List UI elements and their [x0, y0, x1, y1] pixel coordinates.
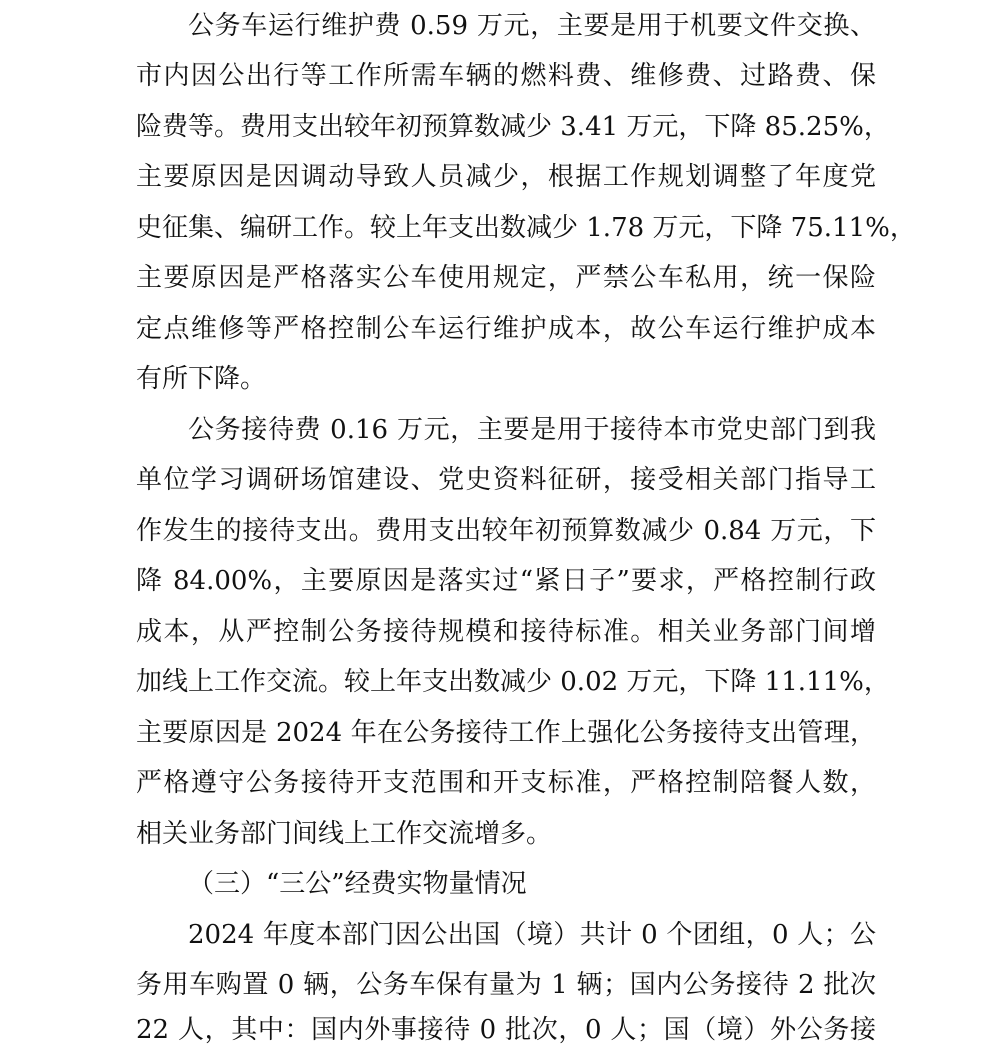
paragraph-1-line-5: 史征集、编研工作。较上年支出数减少 1.78 万元，下降 75.11%， — [136, 213, 916, 243]
paragraph-1-line-3: 险费等。费用支出较年初预算数减少 3.41 万元，下降 85.25%， — [136, 112, 890, 142]
paragraph-3-line-2: 务用车购置 0 辆，公务车保有量为 1 辆；国内公务接待 2 批次 — [136, 970, 876, 1000]
paragraph-1-line-8: 有所下降。 — [136, 364, 267, 394]
paragraph-1-line-1: 公务车运行维护费 0.59 万元，主要是用于机要文件交换、 — [188, 11, 876, 41]
paragraph-2-line-9: 相关业务部门间线上工作交流增多。 — [136, 819, 553, 849]
paragraph-1-line-4: 主要原因是因调动导致人员减少，根据工作规划调整了年度党 — [136, 162, 876, 192]
paragraph-3-line-3: 22 人，其中：国内外事接待 0 批次，0 人；国（境）外公务接 — [136, 1015, 876, 1045]
paragraph-2-line-4: 降 84.00%，主要原因是落实过“紧日子”要求，严格控制行政 — [136, 566, 876, 596]
paragraph-2-line-3: 作发生的接待支出。费用支出较年初预算数减少 0.84 万元，下 — [136, 516, 876, 546]
paragraph-3-line-1: 2024 年度本部门因公出国（境）共计 0 个团组，0 人；公 — [188, 920, 876, 950]
paragraph-2-line-5: 成本，从严控制公务接待规模和接待标准。相关业务部门间增 — [136, 617, 876, 647]
paragraph-2-line-7: 主要原因是 2024 年在公务接待工作上强化公务接待支出管理， — [136, 718, 876, 748]
paragraph-2-line-6: 加线上工作交流。较上年支出数减少 0.02 万元，下降 11.11%， — [136, 667, 890, 697]
paragraph-2-line-2: 单位学习调研场馆建设、党史资料征研，接受相关部门指导工 — [136, 465, 876, 495]
paragraph-1-line-2: 市内因公出行等工作所需车辆的燃料费、维修费、过路费、保 — [136, 61, 876, 91]
section-heading: （三）“三公”经费实物量情况 — [188, 869, 527, 899]
paragraph-1-line-7: 定点维修等严格控制公车运行维护成本，故公车运行维护成本 — [136, 314, 876, 344]
paragraph-1-line-6: 主要原因是严格落实公车使用规定，严禁公车私用，统一保险 — [136, 263, 876, 293]
paragraph-2-line-1: 公务接待费 0.16 万元，主要是用于接待本市党史部门到我 — [188, 415, 876, 445]
paragraph-2-line-8: 严格遵守公务接待开支范围和开支标准，严格控制陪餐人数， — [136, 768, 876, 798]
